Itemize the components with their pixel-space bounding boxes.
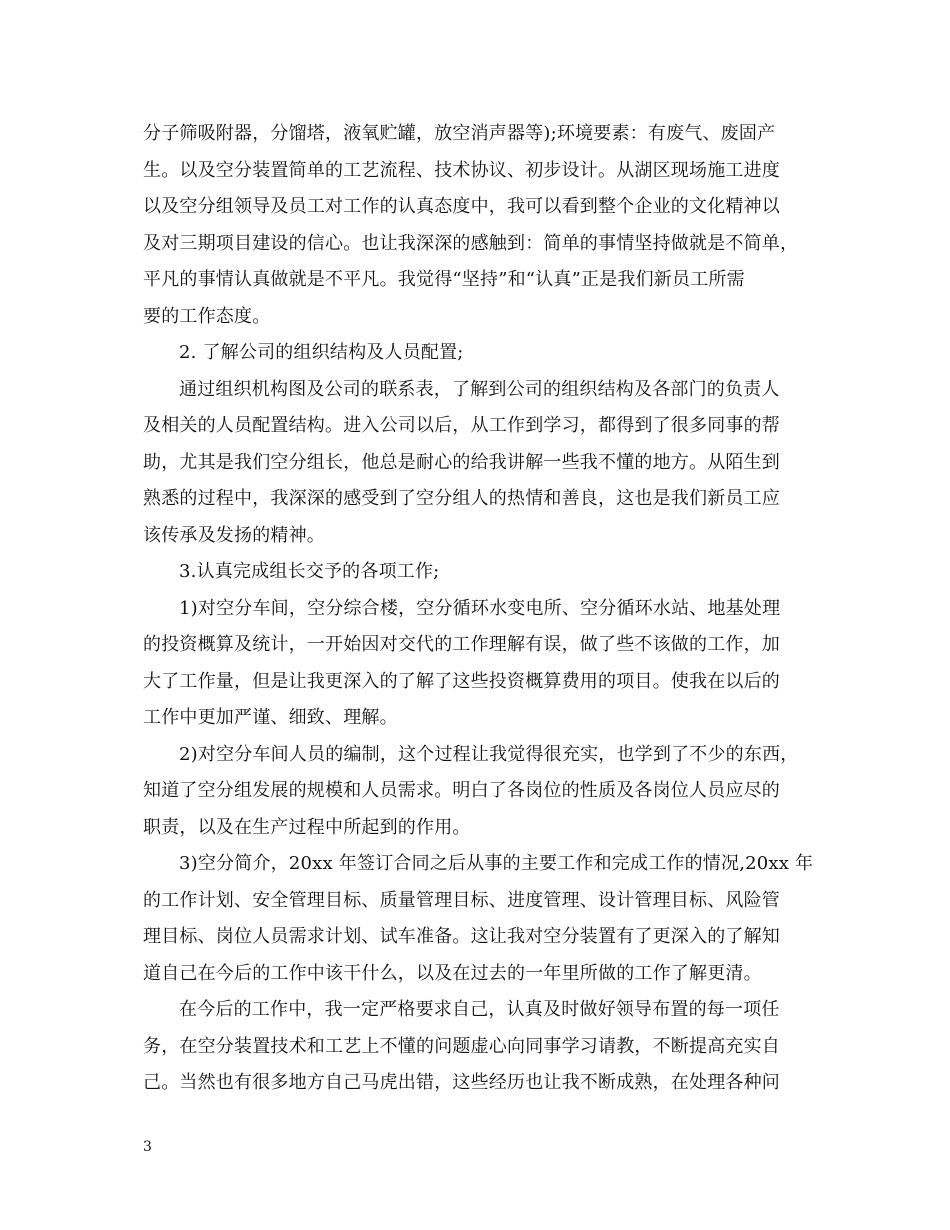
text-line: 分子筛吸附器，分馏塔，液氧贮罐，放空消声器等);环境要素：有废气、废固产 <box>143 123 776 144</box>
text-line: 理目标、岗位人员需求计划、试车准备。这让我对空分装置有了更深入的了解知 <box>143 926 780 947</box>
section-heading: 3.认真完成组长交予的各项工作; <box>179 561 440 582</box>
text-line: 1)对空分车间，空分综合楼，空分循环水变电所、空分循环水站、地基处理 <box>179 597 781 619</box>
text-line: 2)对空分车间人员的编制，这个过程让我觉得很充实，也学到了不少的东西， <box>179 743 799 765</box>
section-heading: 2. 了解公司的组织结构及人员配置; <box>179 342 464 363</box>
text-line: 熟悉的过程中，我深深的感受到了空分组人的热情和善良，这也是我们新员工应 <box>143 488 780 509</box>
text-line: 生。以及空分装置简单的工艺流程、技术协议、初步设计。从湖区现场施工进度 <box>143 159 780 181</box>
text-line: 己。当然也有很多地方自己马虎出错，这些经历也让我不断成熟，在处理各种问 <box>143 1072 780 1093</box>
text-line: 道自己在今后的工作中该干什么，以及在过去的一年里所做的工作了解更清。 <box>143 962 762 984</box>
text-line: 职责，以及在生产过程中所起到的作用。 <box>143 816 471 838</box>
text-line: 以及空分组领导及员工对工作的认真态度中，我可以看到整个企业的文化精神以 <box>143 196 780 217</box>
text-line: 的工作计划、安全管理目标、质量管理目标、进度管理、设计管理目标、风险管 <box>143 889 780 911</box>
text-line: 及相关的人员配置结构。进入公司以后，从工作到学习，都得到了很多同事的帮 <box>143 415 780 436</box>
text-line: 及对三期项目建设的信心。也让我深深的感触到：简单的事情坚持做就是不简单， <box>143 232 799 254</box>
text-line: 的投资概算及统计，一开始因对交代的工作理解有误，做了些不该做的工作，加 <box>143 634 780 655</box>
text-line: 3)空分简介，20xx 年签订合同之后从事的主要工作和完成工作的情况,20xx 年 <box>179 853 814 874</box>
text-line: 通过组织机构图及公司的联系表，了解到公司的组织结构及各部门的负责人 <box>179 378 780 400</box>
text-line: 务，在空分装置技术和工艺上不懂的问题虚心向同事学习请教，不断提高充实自 <box>143 1035 780 1057</box>
text-line: 该传承及发扬的精神。 <box>143 524 325 546</box>
text-line: 知道了空分组发展的规模和人员需求。明白了各岗位的性质及各岗位人员应尽的 <box>143 780 780 801</box>
text-line: 大了工作量，但是让我更深入的了解了这些投资概算费用的项目。使我在以后的 <box>143 670 780 692</box>
text-line: 在今后的工作中，我一定严格要求自己，认真及时做好领导布置的每一项任 <box>179 999 780 1020</box>
text-line: 要的工作态度。 <box>143 305 271 327</box>
text-line: 工作中更加严谨、细致、理解。 <box>143 707 398 728</box>
body-text <box>143 116 814 1102</box>
page-number: 3 <box>143 1139 152 1155</box>
text-line: 平凡的事情认真做就是不平凡。我觉得“坚持”和“认真”正是我们新员工所需 <box>143 269 745 290</box>
text-line: 助，尤其是我们空分组长，他总是耐心的给我讲解一些我不懂的地方。从陌生到 <box>143 451 780 473</box>
